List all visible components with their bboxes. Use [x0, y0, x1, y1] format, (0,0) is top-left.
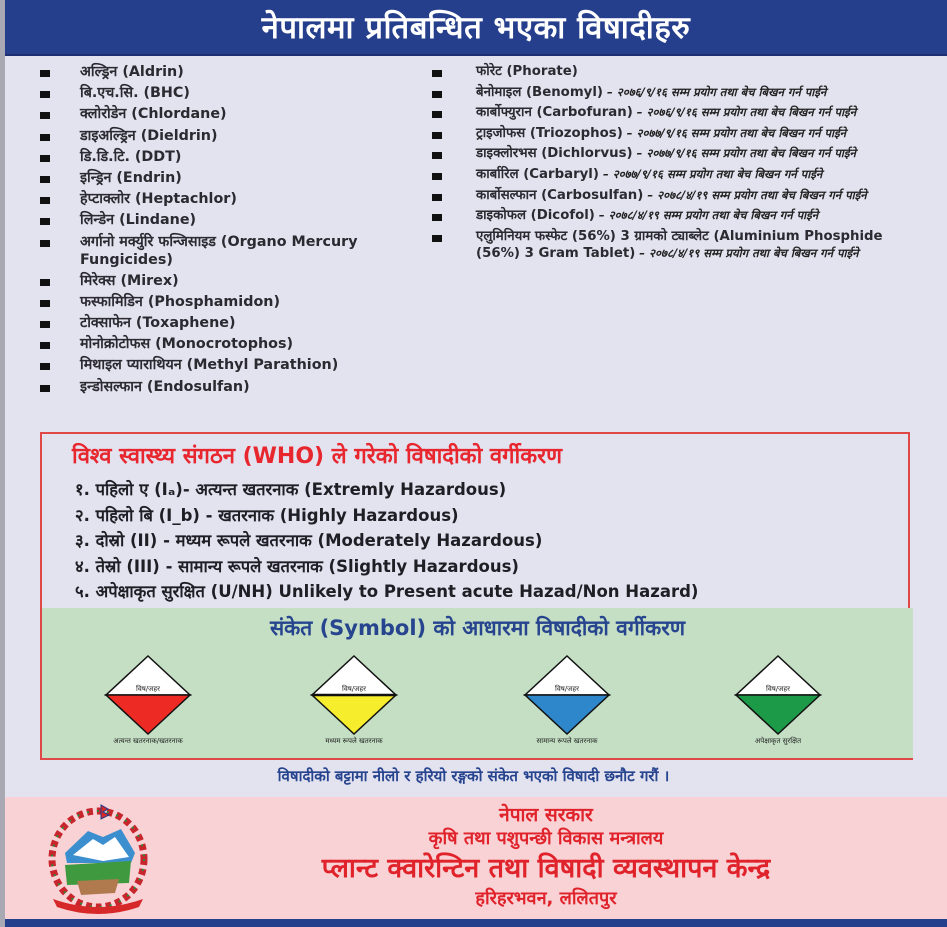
page-title: नेपालमा प्रतिबन्धित भएका विषादीहरु — [261, 10, 691, 46]
ministry-name: कृषि तथा पशुपन्छी विकास मन्त्रालय — [428, 828, 664, 849]
symbol-caption: अत्यन्त खतरनाक/खतरनाक — [113, 737, 183, 745]
list-item — [40, 335, 430, 353]
svg-text:विष/जहर: विष/जहर — [342, 685, 366, 693]
list-item-label: इन्डोसल्फान (Endosulfan) — [80, 378, 250, 395]
bullet-square-icon — [432, 132, 442, 139]
list-item-text — [476, 166, 822, 184]
symbol-caption: मध्यम रूपले खतरनाक — [325, 737, 383, 745]
bullet-square-icon — [432, 152, 442, 159]
bullet-square-icon — [40, 70, 50, 77]
government-name: नेपाल सरकार — [499, 804, 593, 826]
bullet-square-icon — [40, 342, 50, 349]
who-class-item: ३. दोस्रो (II) - मध्यम रूपले खतरनाक (Moderately Hazardous) — [75, 531, 543, 550]
list-item-label: इन्ड्रिन (Endrin) — [80, 169, 182, 186]
advice-text: विषादीको बट्टामा नीलो र हरियो रङ्गको संकेत भएको विषादी छनौट गरौं । — [277, 767, 670, 785]
list-item-label: मिरेक्स (Mirex) — [80, 272, 179, 289]
list-item — [40, 84, 430, 102]
list-item-label: क्लोरोडेन (Chlordane) — [80, 106, 227, 123]
bullet-square-icon — [40, 134, 50, 141]
list-item-label: डि.डि.टि. (DDT) — [80, 148, 182, 165]
list-item — [40, 63, 430, 81]
who-classification-list — [75, 477, 698, 605]
list-item — [432, 166, 922, 184]
list-item — [40, 169, 430, 187]
list-item-text — [476, 104, 856, 122]
list-item — [432, 228, 922, 263]
list-item-label: कार्बारिल (Carbaryl) — [476, 166, 599, 182]
svg-text:विष/जहर: विष/जहर — [766, 685, 790, 693]
symbol-list — [42, 654, 915, 754]
list-item-label: लिन्डेन (Lindane) — [80, 212, 197, 229]
banned-list-left — [40, 63, 430, 399]
bullet-square-icon — [40, 218, 50, 225]
green-diamond-icon — [734, 654, 822, 736]
list-item — [40, 293, 430, 311]
list-item-text — [476, 187, 867, 205]
symbol-classification-title: संकेत (Symbol) को आधारमा विषादीको वर्गीकरण — [269, 616, 686, 640]
list-item-label: अल्ड्रिन (Aldrin) — [80, 64, 184, 80]
hazard-symbol-red — [88, 654, 208, 746]
bullet-square-icon — [40, 363, 50, 370]
list-item-label: हेप्टाक्लोर (Heptachlor) — [80, 191, 237, 208]
list-item-text — [476, 228, 922, 263]
hazard-symbol-yellow — [294, 654, 414, 746]
government-lines — [165, 803, 927, 911]
bullet-square-icon — [40, 385, 50, 392]
list-item-note: – २०७७/९/१६ सम्म प्रयोग तथा बेच बिखन गर्न पाईने — [632, 146, 856, 161]
list-item — [40, 356, 430, 374]
list-item — [432, 63, 922, 81]
list-item-label: डाइक्लोरभस (Dichlorvus) — [476, 146, 633, 162]
list-item-note: – २०७६/९/१६ सम्म प्रयोग तथा बेच बिखन गर्न पाईने — [632, 105, 857, 120]
list-item-label: बि.एच.सि. (BHC) — [80, 85, 190, 102]
footer-banner — [5, 797, 947, 919]
list-item — [40, 148, 430, 166]
bullet-square-icon — [432, 235, 442, 242]
who-class-item: १. पहिलो ए (Iₐ)- अत्यन्त खतरनाक (Extremly Hazardous) — [75, 480, 507, 499]
list-item-note: – २०७८/४/१९ सम्म प्रयोग तथा बेच बिखन गर्न पाईने — [643, 187, 867, 202]
list-item-label: फस्फामिडिन (Phosphamidon) — [80, 293, 280, 310]
bullet-square-icon — [40, 240, 50, 247]
list-item — [432, 145, 922, 163]
list-item-note: – २०७६/९/१६ सम्म प्रयोग तथा बेच बिखन गर्न पाईने — [602, 84, 827, 99]
bullet-square-icon — [40, 176, 50, 183]
list-item-note: – २०७८/४/१९ सम्म प्रयोग तथा बेच बिखन गर्न पाईने — [635, 246, 859, 261]
banned-list-right — [432, 63, 922, 266]
list-item — [40, 233, 430, 269]
list-item-text — [476, 63, 578, 81]
banned-pesticides-lists — [0, 63, 947, 413]
list-item — [40, 314, 430, 332]
list-item — [432, 84, 922, 102]
list-item — [40, 211, 430, 229]
list-item — [40, 190, 430, 208]
list-item — [432, 207, 922, 225]
list-item-label: ट्राइजोफस (Triozophos) — [476, 125, 623, 141]
list-item-label: फोरेट (Phorate) — [476, 64, 578, 79]
list-item — [40, 272, 430, 290]
list-item-label: डाइकोफल (Dicofol) — [476, 208, 595, 224]
list-item-label: एलुमिनियम फस्फेट (56%) 3 ग्रामको ट्याब्लेट (Aluminium Phosphide (56%) 3 Gram Tablet) — [476, 228, 883, 262]
who-classification-title: विश्व स्वास्थ्य संगठन (WHO) ले गरेको विषादीको वर्गीकरण — [72, 444, 563, 469]
list-item-label: कार्बोफ्युरान (Carbofuran) — [476, 105, 633, 121]
list-item-text — [476, 145, 856, 163]
list-item — [40, 378, 430, 396]
symbol-caption: अपेक्षाकृत सुरक्षित — [754, 737, 802, 745]
center-name: प्लान्ट क्वारेन्टिन तथा विषादी व्यवस्थापन केन्द्र — [321, 853, 771, 884]
bullet-square-icon — [432, 91, 442, 98]
blue-diamond-icon — [523, 654, 611, 736]
nepal-emblem-icon — [43, 803, 153, 915]
hazard-symbol-green — [718, 654, 838, 746]
bullet-square-icon — [432, 111, 442, 118]
list-item-label: बेनोमाइल (Benomyl) — [476, 84, 603, 100]
red-diamond-icon — [104, 654, 192, 736]
list-item — [40, 127, 430, 145]
bullet-square-icon — [40, 279, 50, 286]
bullet-square-icon — [40, 112, 50, 119]
bullet-square-icon — [432, 70, 442, 77]
bottom-bar — [5, 919, 947, 927]
list-item-text — [476, 125, 846, 143]
svg-text:विष/जहर: विष/जहर — [136, 685, 160, 693]
who-class-item: ५. अपेक्षाकृत सुरक्षित (U/NH) Unlikely to Present acute Hazad/Non Hazard) — [75, 582, 699, 601]
bullet-square-icon — [432, 194, 442, 201]
bullet-square-icon — [40, 197, 50, 204]
list-item-label: डाइअल्ड्रिन (Dieldrin) — [80, 127, 218, 144]
list-item — [432, 125, 922, 143]
list-item-text — [476, 207, 818, 225]
symbol-classification-box — [40, 608, 913, 760]
list-item-label: मिथाइल प्याराथियन (Methyl Parathion) — [80, 357, 339, 374]
list-item — [432, 104, 922, 122]
list-item — [432, 187, 922, 205]
bullet-square-icon — [432, 214, 442, 221]
page-title-bar — [5, 0, 947, 56]
list-item-label: मोनोक्रोटोफस (Monocrotophos) — [80, 336, 294, 353]
list-item-label: टोक्साफेन (Toxaphene) — [80, 315, 236, 332]
bullet-square-icon — [40, 300, 50, 307]
list-item-note: – २०७७/९/१६ सम्म प्रयोग तथा बेच बिखन गर्न पाईने — [598, 166, 823, 181]
bullet-square-icon — [40, 155, 50, 162]
list-item-label: कार्बोसल्फान (Carbosulfan) — [476, 187, 644, 203]
center-address: हरिहरभवन, ललितपुर — [475, 888, 617, 909]
yellow-diamond-icon — [310, 654, 398, 736]
list-item-note: – २०७८/४/१९ सम्म प्रयोग तथा बेच बिखन गर्न पाईने — [594, 208, 819, 223]
list-item — [40, 105, 430, 123]
hazard-symbol-blue — [507, 654, 627, 746]
bullet-square-icon — [40, 321, 50, 328]
who-class-item: ४. तेस्रो (III) - सामान्य रूपले खतरनाक (Slightly Hazardous) — [75, 556, 519, 576]
list-item-text — [476, 84, 826, 102]
bullet-square-icon — [40, 91, 50, 98]
svg-text:विष/जहर: विष/जहर — [555, 685, 579, 693]
who-class-item: २. पहिलो बि (I_b) - खतरनाक (Highly Hazardous) — [75, 505, 459, 525]
bullet-square-icon — [432, 173, 442, 180]
list-item-note: – २०७७/९/१६ सम्म प्रयोग तथा बेच बिखन गर्न पाईने — [622, 125, 847, 140]
list-item-label: अर्गानो मर्क्युरि फन्जिसाइड (Organo Mercury Fungicides) — [80, 233, 358, 268]
symbol-caption: सामान्य रूपले खतरनाक — [536, 737, 598, 745]
